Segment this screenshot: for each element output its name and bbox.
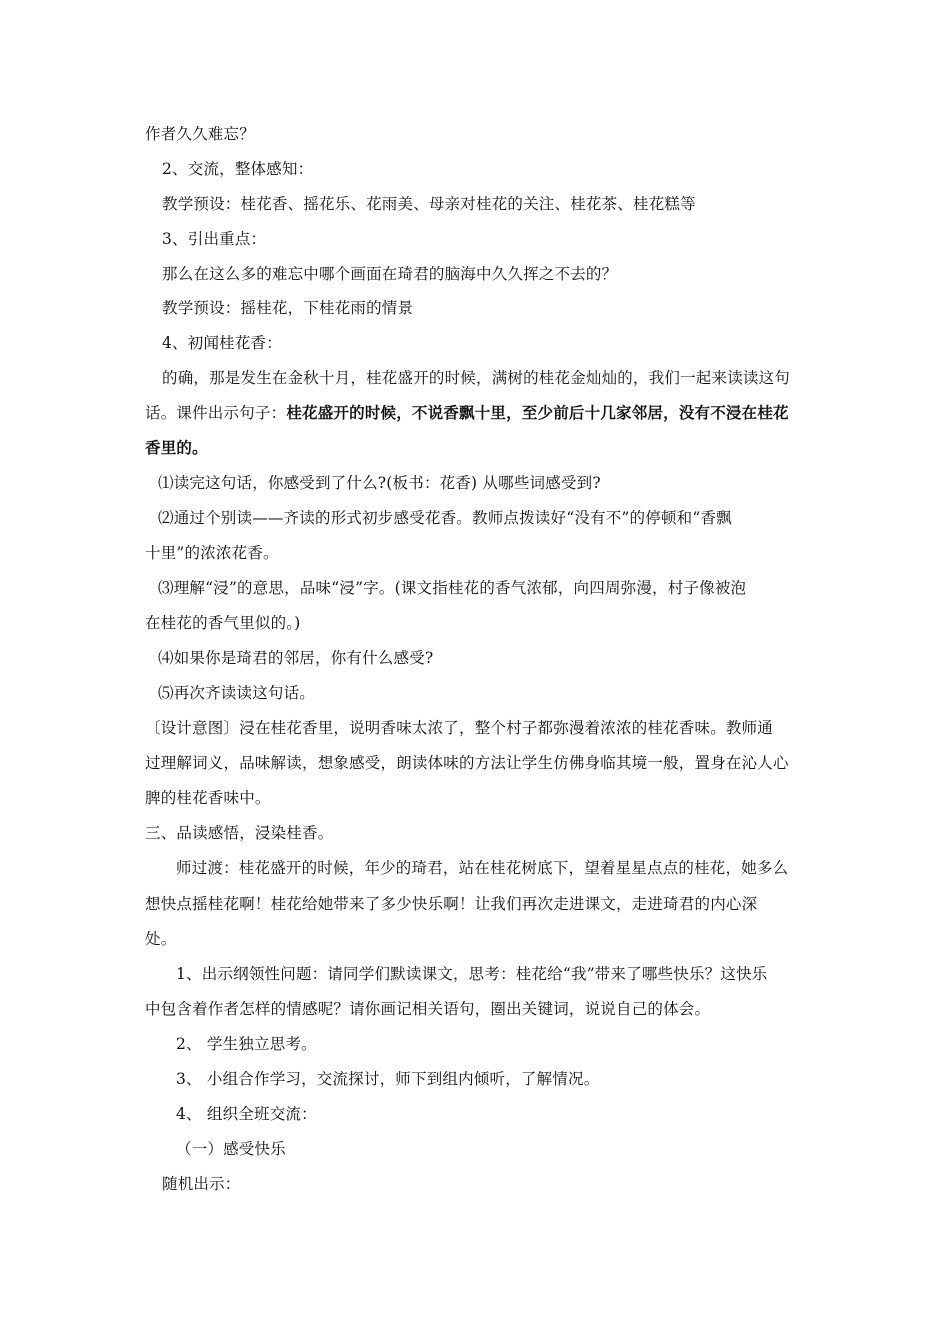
subsection-heading: （一）感受快乐: [176, 1140, 286, 1158]
text-segment: 话。课件出示句子：: [145, 404, 287, 422]
text-line: ⑵通过个别读——齐读的形式初步感受花香。教师点拨读好“没有不”的停顿和“香飘: [158, 509, 732, 527]
text-line: [145, 402, 789, 424]
text-line: 的确，那是发生在金秋十月，桂花盛开的时候，满树的桂花金灿灿的，我们一起来读读这句: [162, 369, 791, 387]
highlighted-sentence: 桂花盛开的时候，不说香飘十里，至少前后十几家邻居，没有不浸在桂花: [286, 403, 789, 422]
section-heading: 三、品读感悟，浸染桂香。: [145, 824, 334, 842]
text-line: 十里”的浓浓花香。: [145, 544, 279, 562]
text-line: 师过渡：桂花盛开的时候，年少的琦君，站在桂花树底下，望着星星点点的桂花，她多么: [176, 859, 789, 877]
text-line: 在桂花的香气里似的。): [145, 614, 301, 632]
text-line: 中包含着作者怎样的情感呢？请你画记相关语句，圈出关键词，说说自己的体会。: [145, 1000, 711, 1018]
text-line: 教学预设：摇桂花，下桂花雨的情景: [162, 299, 414, 317]
text-line: 4、 组织全班交流：: [176, 1105, 317, 1123]
text-line: 3、 小组合作学习，交流探讨，师下到组内倾听，了解情况。: [176, 1070, 600, 1088]
text-line: 那么在这么多的难忘中哪个画面在琦君的脑海中久久挥之不去的？: [162, 265, 618, 283]
text-line: 2、 学生独立思考。: [176, 1035, 317, 1053]
text-line: 想快点摇桂花啊！桂花给她带来了多少快乐啊！让我们再次走进课文，走进琦君的内心深: [145, 895, 758, 913]
text-line: 教学预设：桂花香、摇花乐、花雨美、母亲对桂花的关注、桂花茶、桂花糕等: [162, 195, 696, 213]
text-line: 随机出示：: [162, 1175, 241, 1193]
text-line: 〔设计意图〕浸在桂花香里，说明香味太浓了，整个村子都弥漫着浓浓的桂花香味。教师通: [145, 719, 774, 737]
text-line: ⑶理解“浸”的意思，品味“浸”字。(课文指桂花的香气浓郁，向四周弥漫，村子像被泡: [158, 579, 747, 597]
text-line: 3、引出重点：: [162, 230, 267, 248]
text-line: 4、初闻桂花香：: [162, 334, 282, 352]
text-line: 脾的桂花香味中。: [145, 789, 271, 807]
text-line: 过理解词义，品味解读，想象感受，朗读体味的方法让学生仿佛身临其境一般，置身在沁人心: [145, 754, 789, 772]
text-line: 作者久久难忘？: [145, 125, 255, 143]
text-line: 2、交流，整体感知：: [162, 160, 314, 178]
text-line: ⑸再次齐读读这句话。: [158, 684, 316, 702]
text-line: ⑷如果你是琦君的邻居，你有什么感受?: [158, 649, 434, 667]
text-line: ⑴读完这句话，你感受到了什么?(板书：花香) 从哪些词感受到?: [158, 474, 601, 492]
highlighted-sentence-end: 香里的。: [145, 438, 208, 457]
text-line: 1、出示纲领性问题：请同学们默读课文，思考：桂花给“我”带来了哪些快乐？这快乐: [176, 965, 768, 983]
text-line: 处。: [145, 930, 177, 948]
